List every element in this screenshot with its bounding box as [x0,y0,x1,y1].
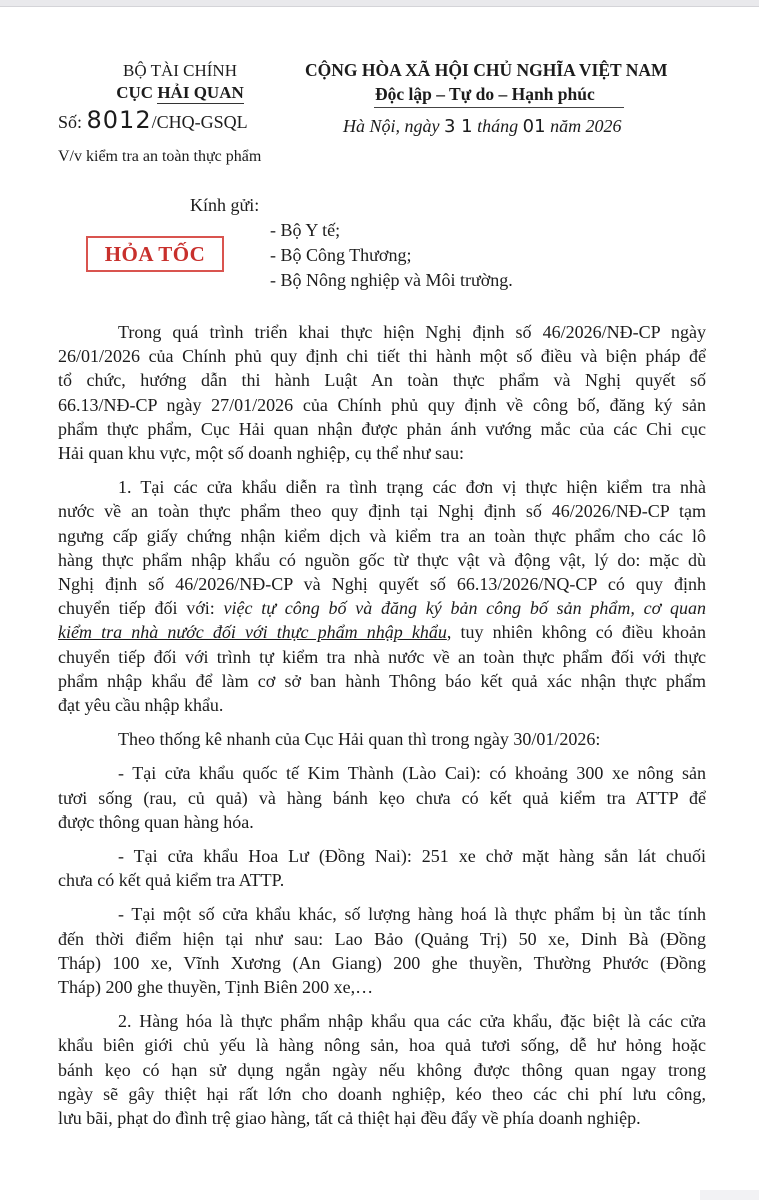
italic-quote: việc tự công bố và đăng ký bản công bố sản phẩm, cơ quan [223,598,706,619]
stats-intro: Theo thống kê nhanh của Cục Hải quan thì trong ngày 30/01/2026: [118,729,601,750]
item-1-paragraph: 1. Tại các cửa khẩu diễn ra tình trạng các đơn vị thực hiện kiểm tra nhà nước về an toàn thực phẩm theo quy định tại Nghị định số 46/2026/NĐ-CP tạm ngưng cấp giấy chứng nhận kiểm dịch và kiểm tra an toàn thực phẩm cho các lô hàng thực phẩm nhập khẩu có nguồn gốc từ thực vật và động vật, lý do: mặc dù Nghị định số 46/2026/NĐ-CP và Nghị quyết số 66.13/2026/NQ-CP có quy định chuyển tiếp đối với: việc tự công bố và đăng ký bản công bố sản phẩm, cơ quan kiểm tra nhà nước đối với thực phẩm nhập khẩu, tuy nhiên không có điều khoản chuyển tiếp đối với trình tự kiểm tra nhà nước về an toàn thực phẩm đối với thực phẩm nhập khẩu để làm cơ sở ban hành Thông báo kết quả xác nhận thực phẩm đạt yêu cầu nhập khẩu. [58,477,706,716]
document-number: Số: 8012/CHQ-GSQL [58,106,248,134]
addressee-list [270,218,513,293]
date-day: 3 1 [444,116,473,137]
motto-underline [374,107,624,108]
intro-paragraph: Trong quá trình triển khai thực hiện Nghị định số 46/2026/NĐ-CP ngày 26/01/2026 của Chính phủ quy định chi tiết thi hành một số điều và biện pháp để tổ chức, hướng dẫn thi hành Luật An toàn thực phẩm và Nghị quyết số 66.13/NĐ-CP ngày 27/01/2026 của Chính phủ quy định về công bố, đăng ký sản phẩm thực phẩm, Cục Hải quan nhận được phản ánh vướng mắc của các Chi cục Hải quan khu vực, một số doanh nghiệp, cụ thể như sau: [58,322,706,464]
addressee-item: - Bộ Nông nghiệp và Môi trường. [270,270,513,290]
addressee-item: - Bộ Y tế; [270,220,341,240]
stat-kim-thanh: - Tại cửa khẩu quốc tế Kim Thành (Lào Cai): có khoảng 300 xe nông sản tươi sống (rau, củ quả) và hàng bánh kẹo chưa có kết quả kiểm tra ATTP để được thông quan hàng hóa. [58,763,706,832]
item-2-paragraph: 2. Hàng hóa là thực phẩm nhập khẩu qua các cửa khẩu, đặc biệt là các cửa khẩu biên giới chủ yếu là hàng nông sản, hoa quả tươi sống, dễ hư hỏng hoặc bánh kẹo có hạn sử dụng ngắn ngày nếu không được thông quan ngay trong ngày sẽ gây thiệt hại rất lớn cho doanh nghiệp, kéo theo các chi phí lưu công, lưu bãi, phạt do đình trệ giao hàng, tất cả thiệt hại đều đẩy về phía doanh nghiệp. [58,1011,706,1129]
addressee-item: - Bộ Công Thương; [270,245,412,265]
date-month: 01 [522,116,546,137]
department-name: CỤC HẢI QUAN [116,83,244,102]
document-number-value: 8012 [86,106,152,134]
document-subject: V/v kiểm tra an toàn thực phẩm [58,148,262,165]
national-title: CỘNG HÒA XÃ HỘI CHỦ NGHĨA VIỆT NAM [305,60,668,80]
national-motto: Độc lập – Tự do – Hạnh phúc [375,84,595,104]
stat-other-gates: - Tại một số cửa khẩu khác, số lượng hàng hoá là thực phẩm bị ùn tắc tính đến thời điểm hiện tại như sau: Lao Bảo (Quảng Trị) 50 xe, Dinh Bà (Đồng Tháp) 100 xe, Vĩnh Xương (An Giang) 200 ghe thuyền, Thường Phước (Đồng Tháp) 200 ghe thuyền, Tịnh Biên 200 xe,… [58,904,706,998]
addressee-label: Kính gửi: [190,195,260,215]
top-edge [0,0,759,7]
urgent-stamp: HỎA TỐC [86,236,224,272]
italic-quote: kiểm tra nhà nước đối với thực phẩm nhập khẩu [58,622,447,643]
ministry-name: BỘ TÀI CHÍNH [123,61,237,80]
place-and-date: Hà Nội, ngày 3 1 tháng 01 năm 2026 [343,116,622,137]
stat-hoa-lu: - Tại cửa khẩu Hoa Lư (Đồng Nai): 251 xe chở mặt hàng sắn lát chuối chưa có kết quả kiểm tra ATTP. [58,846,706,891]
issuing-agency [70,60,290,104]
document-body [58,320,706,1140]
page-corner [700,1190,759,1200]
